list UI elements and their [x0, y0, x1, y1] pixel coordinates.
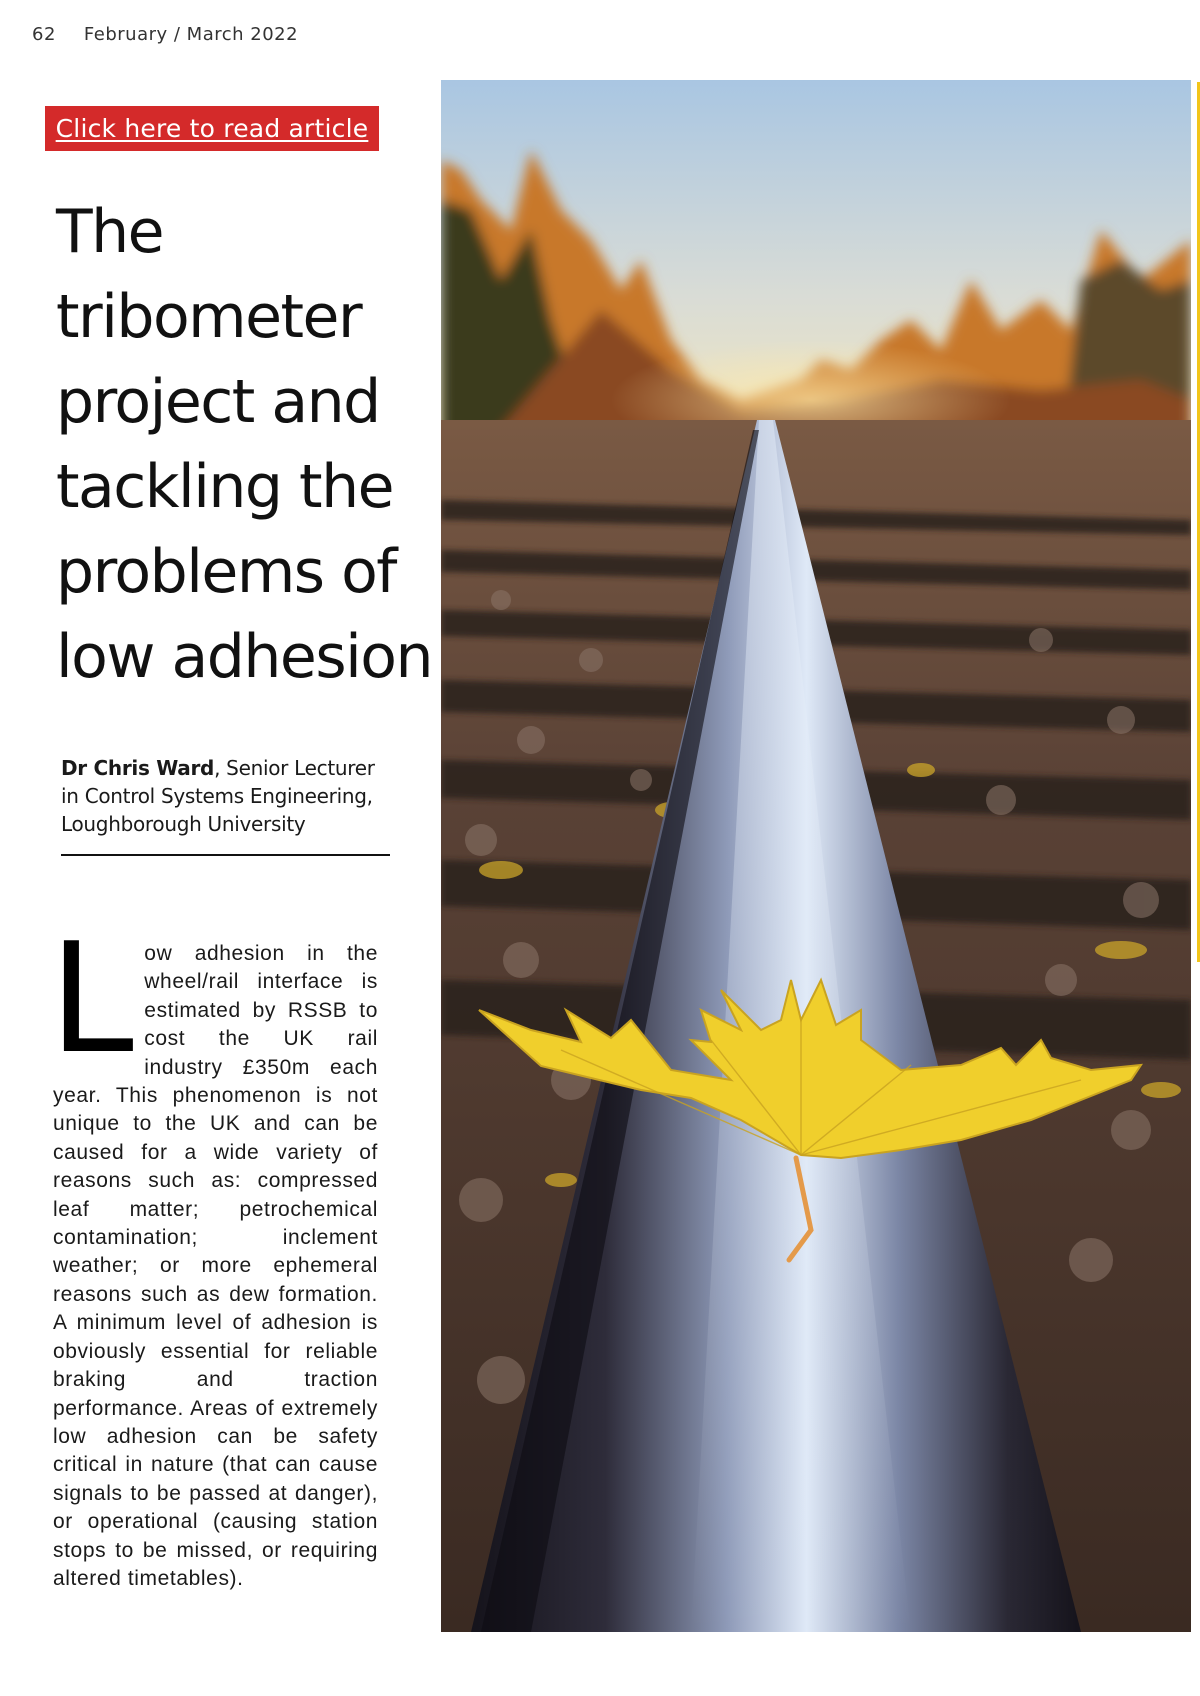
rail-leaf-photo: [441, 80, 1191, 1632]
page-number: 62: [32, 24, 56, 45]
rail-leaf-photo-art: [441, 80, 1191, 1632]
headline-line: tribometer: [56, 282, 362, 352]
headline-line: The: [56, 197, 164, 267]
headline-line: problems of: [56, 537, 396, 607]
article-headline: [56, 190, 436, 700]
read-article-button[interactable]: [45, 106, 379, 151]
headline-line: tackling the: [56, 452, 394, 522]
author-name: Dr Chris Ward: [61, 756, 215, 780]
headline-line: low adhesion: [56, 622, 432, 692]
drop-cap: L: [49, 910, 135, 1087]
page-folio: [32, 24, 298, 45]
author-byline: [61, 754, 391, 838]
read-article-link[interactable]: Click here to read article: [55, 114, 369, 143]
author-role: , Senior Lecturer in Control Systems Engineering, Loughborough University: [61, 756, 375, 836]
headline-line: project and: [56, 367, 380, 437]
issue-date: February / March 2022: [83, 24, 299, 45]
article-body-text: ow adhesion in the wheel/rail interface is estimated by RSSB to cost the UK rail industry £350m each year. This phenomenon is not unique to the UK and can be caused for a wide variety of reasons such as: compressed leaf matter; petrochemical contamination; inclement weather; or more ephemeral reasons such as dew formation. A minimum level of adhesion is obviously essential for reliable braking and traction performance. Areas of extremely low adhesion can be safety critical in nature (that can cause signals to be passed at danger), or operational (causing station stops to be missed, or requiring altered timetables).: [53, 942, 378, 1590]
article-body: [49, 910, 378, 1593]
byline-divider: [61, 854, 390, 856]
